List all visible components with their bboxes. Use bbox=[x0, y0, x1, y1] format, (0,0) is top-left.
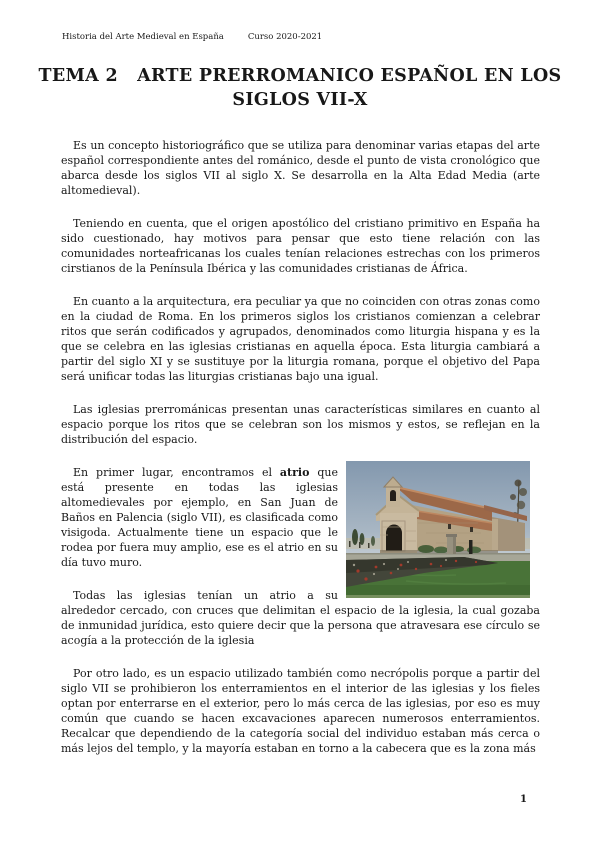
paragraph bbox=[61, 465, 540, 570]
church-photo bbox=[346, 461, 530, 598]
paragraph-text: Las iglesias prerrománicas presentan unas características similares en cuanto al espacio porque los ritos que se celebran son los mismos y estos, se reflejan en la distribución del espacio. bbox=[61, 403, 540, 446]
paragraph bbox=[61, 294, 540, 384]
church-photo-illustration bbox=[346, 461, 530, 598]
paragraph bbox=[61, 216, 540, 276]
document-body bbox=[61, 138, 540, 756]
document-title-line1: TEMA 2 ARTE PRERROMANICO ESPAÑOL EN LOS bbox=[38, 66, 562, 86]
page-header bbox=[62, 32, 322, 43]
header-course-year: Curso 2020-2021 bbox=[247, 32, 323, 42]
paragraph bbox=[61, 666, 540, 756]
paragraph-text: Todas las iglesias tenían un atrio a su alrededor cercado, con cruces que delimitan el espacio de la iglesia, la cual gozaba de inmunidad jurídica, esto quiere decir que la persona que atravesara ese círculo se acogía a la protección de la iglesia bbox=[61, 589, 540, 647]
paragraph-text: En primer lugar, encontramos el bbox=[73, 466, 280, 479]
paragraph-text: Por otro lado, es un espacio utilizado también como necrópolis porque a partir del siglo VII se prohibieron los enterramientos en el interior de las iglesias y los fieles optan por enterrarse en el exterior, pero lo más cerca de las iglesias, por eso es muy común que cuando se hacen excavaciones aparecen numerosos enterramientos. Recalcar que dependiendo de la categoría social del individuo estaban más cerca o más lejos del templo, y la mayoría estaban en torno a la cabecera que es la zona más bbox=[61, 667, 540, 755]
paragraph bbox=[61, 138, 540, 198]
page-number: 1 bbox=[520, 794, 527, 805]
emphasized-term: atrio bbox=[279, 466, 310, 479]
paragraph-text: Teniendo en cuenta, que el origen apostólico del cristiano primitivo en España ha sido cuestionado, hay motivos para pensar que esto tiene relación con las comunidades norteafricanas los cuales tenían relaciones estrechas con los primeros cirstianos de la Península Ibérica y las comunidades cristianas de África. bbox=[61, 217, 540, 275]
paragraph bbox=[61, 402, 540, 447]
paragraph-text: que está presente en todas las iglesias altomedievales por ejemplo, en San Juan de Baños en Palencia (siglo VII), es clasificada como visigoda. Actualmente tiene un espacio que le rodea por fuera muy amplio, ese es el atrio en su día tuvo muro. bbox=[61, 466, 338, 569]
document-title bbox=[0, 64, 600, 112]
paragraph-text: En cuanto a la arquitectura, era peculiar ya que no coinciden con otras zonas como en la ciudad de Roma. En los primeros siglos los cristianos comienzan a celebrar ritos que serán codificados y agrupados, denominados como liturgia hispana y es la que se celebra en las iglesias cristianas en aquella época. Esta liturgia cambiará a partir del siglo XI y se sustituye por la liturgia romana, porque el objetivo del Papa será unificar todas las liturgias cristianas bajo una igual. bbox=[61, 295, 540, 383]
document-title-line2: SIGLOS VII-X bbox=[232, 90, 368, 110]
paragraph-text: Es un concepto historiográfico que se utiliza para denominar varias etapas del arte español correspondiente antes del románico, desde el punto de vista cronológico que abarca desde los siglos VII al siglo X. Se desarrolla en la Alta Edad Media (arte altomedieval). bbox=[61, 139, 540, 197]
header-course-title: Historia del Arte Medieval en España bbox=[62, 32, 224, 42]
